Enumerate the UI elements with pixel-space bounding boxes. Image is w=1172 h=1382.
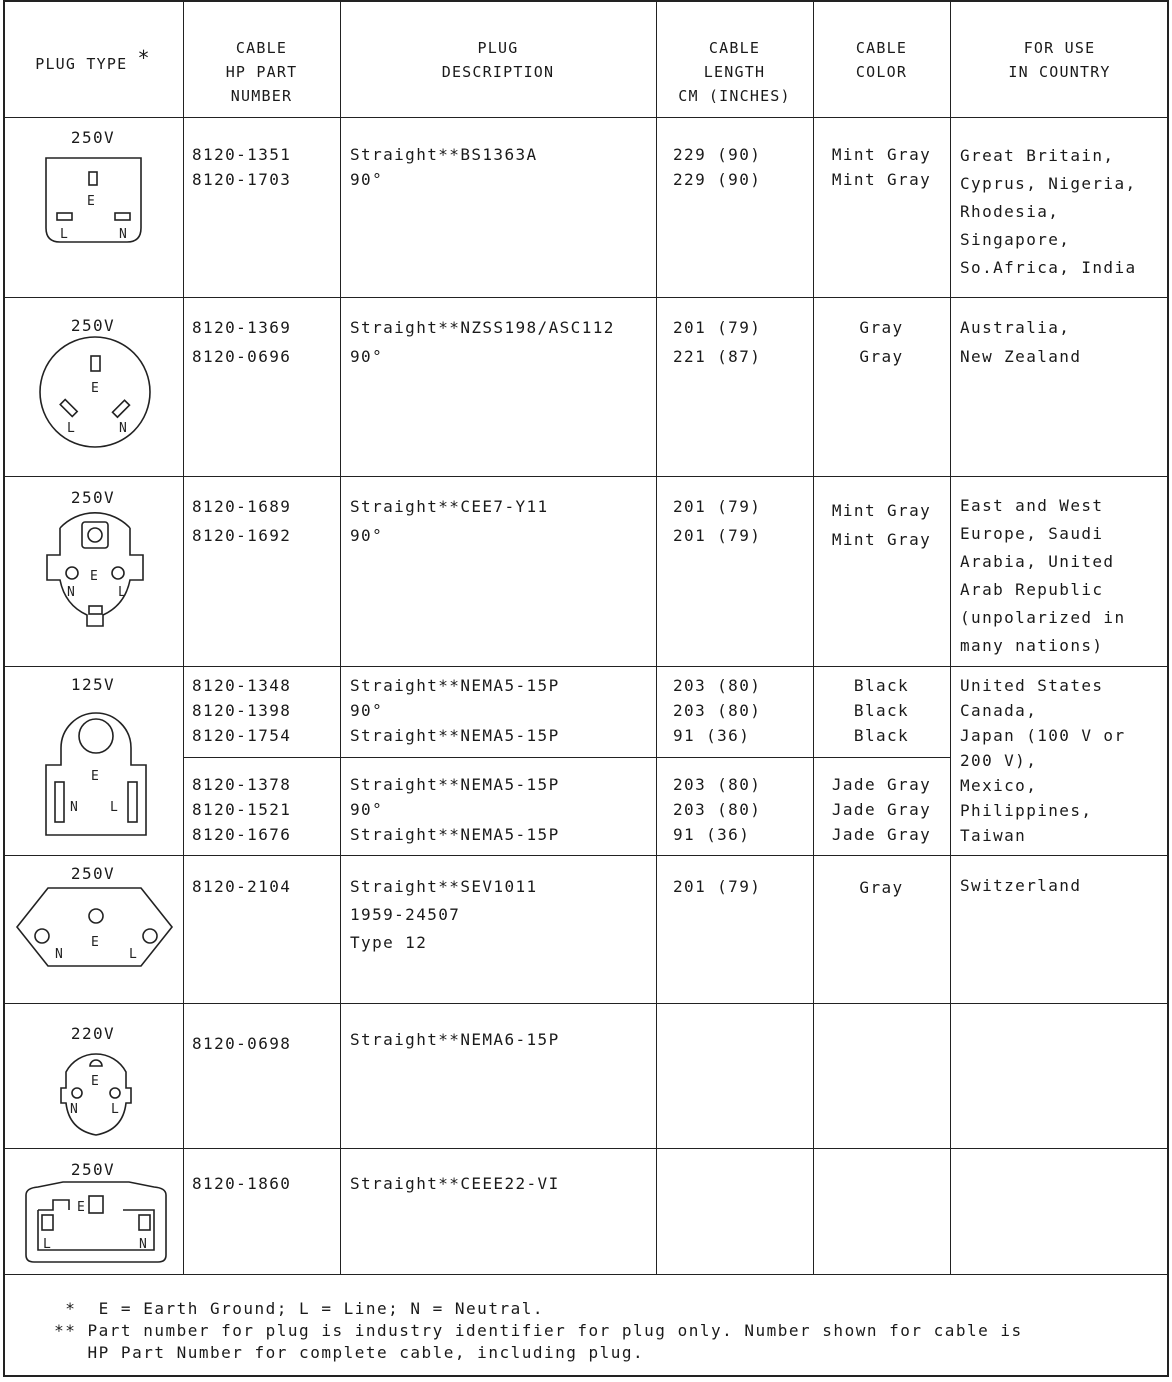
footnote-part-number: ** Part number for plug is industry identifier for plug only. Number shown for cable is HP Part Number for complete cable, including plug. xyxy=(54,1321,1023,1362)
svg-text:E: E xyxy=(91,1074,99,1089)
svg-text:L: L xyxy=(111,1102,119,1117)
cable-color: Mint Gray Mint Gray xyxy=(831,145,932,189)
countries: United States Canada, Japan (100 V or 200 V), Mexico, Philippines, Taiwan xyxy=(960,676,1126,845)
svg-text:N: N xyxy=(119,227,127,242)
svg-text:N: N xyxy=(119,421,127,436)
svg-text:E: E xyxy=(91,935,99,950)
header-country: FOR USE IN COUNTRY xyxy=(1008,39,1111,81)
voltage-label: 250V xyxy=(70,128,116,147)
voltage-label: 125V xyxy=(70,675,116,694)
voltage-label: 250V xyxy=(70,1160,116,1179)
header-part-number: CABLE HP PART NUMBER xyxy=(225,39,298,105)
countries: Great Britain, Cyprus, Nigeria, Rhodesia, Singapore, So.Africa, India xyxy=(960,146,1137,277)
cable-length: 203 (80) 203 (80) 91 (36) xyxy=(673,775,762,844)
cable-color: Mint Gray Mint Gray xyxy=(831,501,932,549)
col-divider xyxy=(183,0,184,1274)
footnote-abbreviations: * E = Earth Ground; L = Line; N = Neutral. xyxy=(43,1299,544,1318)
voltage-label: 220V xyxy=(70,1024,116,1043)
svg-text:N: N xyxy=(70,800,78,815)
header-description: PLUG DESCRIPTION xyxy=(441,39,555,81)
plug-description: Straight**NEMA6-15P xyxy=(350,1030,560,1049)
cable-color: Gray Gray xyxy=(859,318,904,366)
svg-text:E: E xyxy=(91,381,99,396)
plug-description: Straight**BS1363A 90° xyxy=(350,145,538,189)
svg-text:N: N xyxy=(67,585,75,600)
cable-length: 201 (79) xyxy=(673,877,762,896)
voltage-label: 250V xyxy=(70,864,116,883)
plug-description: Straight**SEV1011 1959-24507 Type 12 xyxy=(350,877,538,952)
part-numbers: 8120-1860 xyxy=(192,1174,292,1193)
svg-text:E: E xyxy=(91,769,99,784)
part-numbers: 8120-1369 8120-0696 xyxy=(192,318,292,366)
part-numbers: 8120-1348 8120-1398 8120-1754 xyxy=(192,676,292,745)
part-numbers: 8120-0698 xyxy=(192,1034,292,1053)
cable-color: Black Black Black xyxy=(853,676,910,745)
col-divider xyxy=(340,0,341,1274)
part-numbers: 8120-1351 8120-1703 xyxy=(192,145,292,189)
plug-description: Straight**CEE7-Y11 90° xyxy=(350,497,549,545)
svg-text:L: L xyxy=(67,421,75,436)
svg-text:E: E xyxy=(87,194,95,209)
iec-c13-plug-icon xyxy=(3,0,183,1280)
svg-text:L: L xyxy=(129,947,137,962)
cable-length: 229 (90) 229 (90) xyxy=(673,145,762,189)
cable-length: 203 (80) 203 (80) 91 (36) xyxy=(673,676,762,745)
header-length: CABLE LENGTH CM (INCHES) xyxy=(678,39,791,105)
part-numbers: 8120-2104 xyxy=(192,877,292,896)
plug-description: Straight**NZSS198/ASC112 90° xyxy=(350,318,615,366)
col-divider xyxy=(656,0,657,1274)
countries: Switzerland xyxy=(960,876,1082,895)
svg-text:L: L xyxy=(43,1237,51,1252)
svg-text:E: E xyxy=(90,569,98,584)
plug-description: Straight**NEMA5-15P 90° Straight**NEMA5-15P xyxy=(350,775,560,844)
svg-text:N: N xyxy=(139,1237,147,1252)
plug-description: Straight**NEMA5-15P 90° Straight**NEMA5-15P xyxy=(350,676,560,745)
header-plug-type: PLUG TYPE * xyxy=(35,46,151,73)
header-color: CABLE COLOR xyxy=(855,39,908,81)
cable-table xyxy=(3,0,1169,1380)
cable-color: Jade Gray Jade Gray Jade Gray xyxy=(831,775,932,844)
countries: Australia, New Zealand xyxy=(960,318,1082,366)
col-divider xyxy=(950,0,951,1274)
plug-description: Straight**CEEE22-VI xyxy=(350,1174,560,1193)
svg-text:N: N xyxy=(55,947,63,962)
sub-row-divider xyxy=(183,757,950,758)
part-numbers: 8120-1689 8120-1692 xyxy=(192,497,292,545)
cable-color: Gray xyxy=(859,878,904,897)
svg-text:L: L xyxy=(60,227,68,242)
svg-text:L: L xyxy=(110,800,118,815)
part-numbers: 8120-1378 8120-1521 8120-1676 xyxy=(192,775,292,844)
cable-length: 201 (79) 221 (87) xyxy=(673,318,762,366)
svg-text:L: L xyxy=(118,585,126,600)
svg-text:N: N xyxy=(70,1102,78,1117)
cable-length: 201 (79) 201 (79) xyxy=(673,497,762,545)
countries: East and West Europe, Saudi Arabia, United Arab Republic (unpolarized in many nations) xyxy=(960,496,1126,655)
voltage-label: 250V xyxy=(70,488,116,507)
voltage-label: 250V xyxy=(70,316,116,335)
svg-text:E: E xyxy=(77,1200,85,1215)
